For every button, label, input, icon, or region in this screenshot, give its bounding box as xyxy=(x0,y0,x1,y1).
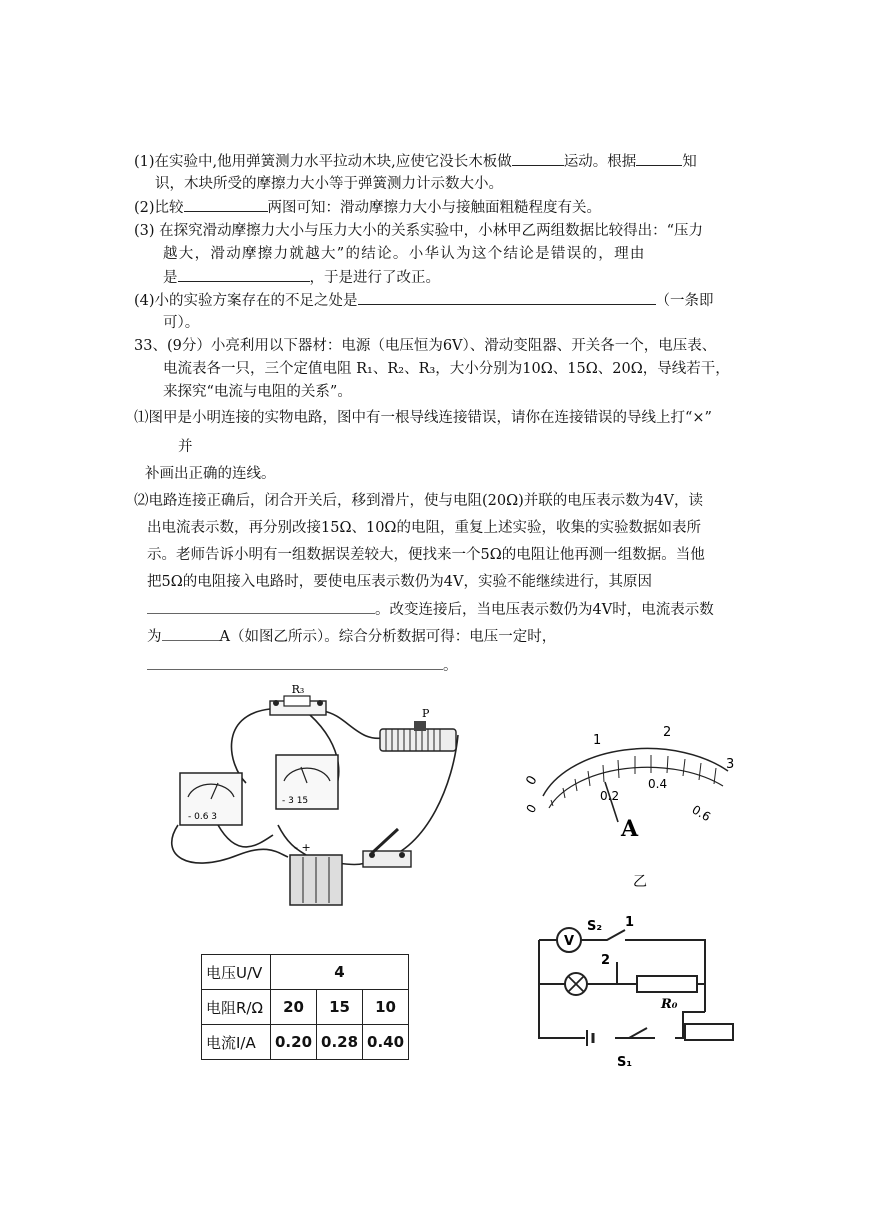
scale-bottom-3: 0.6 xyxy=(689,802,714,825)
q33-line-3: 来探究“电流与电阻的关系”。 xyxy=(163,384,352,400)
scale-top-1: 1 xyxy=(593,733,602,748)
figure-caption: 乙 xyxy=(633,874,647,890)
scale-bottom-0: 0 xyxy=(523,801,540,816)
q3-line-2: 越大，滑动摩擦力就越大”的结论。小华认为这个结论是错误的，理由 xyxy=(163,246,646,262)
q33-1-line-3: 补画出正确的连线。 xyxy=(145,466,276,482)
wire xyxy=(231,709,270,783)
q33-line: 33、(9分）小亮利用以下器材：电源（电压恒为6V）、滑动变阻器、开关各一个，电压表、 xyxy=(134,338,717,354)
q1-line: (1)在实验中,他用弹簧测力水平拉动木块,应使它没长木板做 运动。根据 知 xyxy=(134,150,697,173)
wire xyxy=(172,825,288,863)
scale-top-2: 2 xyxy=(663,725,672,740)
table-row xyxy=(202,1025,409,1060)
q33-2-line-5: 。改变连接后，当电压表示数仍为4V时，电流表示数 xyxy=(147,598,714,621)
table-header-voltage: 电压U/V xyxy=(202,955,271,990)
switch-s1 xyxy=(629,1028,647,1038)
q33-1-line: ⑴图甲是小明连接的实物电路，图中有一根导线连接错误，请你在连接错误的导线上打“×” xyxy=(134,410,712,426)
answer-blank-2[interactable] xyxy=(636,150,682,166)
q4-line-2: 可）。 xyxy=(163,315,200,331)
q33-2-line: ⑵电路连接正确后，闭合开关后，移到滑片，使与电阻(20Ω)并联的电压表示数为4V，读 xyxy=(134,493,703,509)
q33-2-line-3: 示。老师告诉小明有一组数据误差较大，便找来一个5Ω的电阻让他再测一组数据。当他 xyxy=(147,547,705,563)
voltmeter xyxy=(276,755,338,809)
figure-jia-circuit xyxy=(158,685,478,920)
table-header-resistance: 电阻R/Ω xyxy=(202,990,271,1025)
answer-blank-7[interactable] xyxy=(162,625,220,641)
slider-p-label: P xyxy=(422,707,430,720)
pos1-label: 1 xyxy=(625,915,635,930)
r0-label: R₀ xyxy=(661,997,678,1012)
wire xyxy=(383,735,458,860)
rheostat xyxy=(380,707,456,751)
q33-2-line-7: 。 xyxy=(147,654,458,677)
switch xyxy=(363,829,411,867)
table-header-current: 电流I/A xyxy=(202,1025,271,1060)
ammeter-terminals: - 0.6 3 xyxy=(188,812,218,822)
table-cell: 0.28 xyxy=(317,1025,363,1060)
figure-yi-ammeter-dial xyxy=(523,716,748,891)
scale-ticks xyxy=(551,755,716,806)
battery-sign: - + xyxy=(294,841,311,854)
table-cell: 0.40 xyxy=(363,1025,409,1060)
answer-blank-3[interactable] xyxy=(184,196,268,212)
wire xyxy=(218,825,273,847)
scale-top-3: 3 xyxy=(726,757,735,772)
s2-label: S₂ xyxy=(587,919,603,934)
scale-bottom-1: 0.2 xyxy=(600,789,620,803)
q33-2-line-4: 把5Ω的电阻接入电路时，要使电压表示数仍为4V，实验不能继续进行，其原因 xyxy=(147,574,652,590)
table-cell: 10 xyxy=(363,990,409,1025)
q3-line-3: 是 ，于是进行了改正。 xyxy=(163,266,440,289)
r3-label: R₃ xyxy=(291,685,305,696)
scale-top-0: 0 xyxy=(523,773,541,788)
answer-blank-4[interactable] xyxy=(178,266,310,282)
pos2-label: 2 xyxy=(601,953,611,968)
table-cell: 0.20 xyxy=(271,1025,317,1060)
scale-bottom-2: 0.4 xyxy=(648,777,668,791)
table-cell-voltage: 4 xyxy=(271,955,409,990)
table-row xyxy=(202,990,409,1025)
rheostat-symbol xyxy=(685,1024,733,1040)
wire xyxy=(323,711,388,738)
q2-line: (2)比较 两图可知：滑动摩擦力大小与接触面粗糙程度有关。 xyxy=(134,196,601,219)
q3-line: (3) 在探究滑动摩擦力大小与压力大小的关系实验中，小林甲乙两组数据比较得出：“压力 xyxy=(134,223,704,239)
q1-line-2: 识，木块所受的摩擦力大小等于弹簧测力计示数大小。 xyxy=(155,176,503,192)
q33-2-line-6: 为 A（如图乙所示）。综合分析数据可得：电压一定时， xyxy=(147,625,556,648)
battery xyxy=(290,841,342,905)
q33-line-2: 电流表各一只，三个定值电阻 R₁、R₂、R₃，大小分别为10Ω、15Ω、20Ω，导线若干， xyxy=(163,361,730,377)
resistor-r0 xyxy=(637,976,697,992)
voltmeter-terminals: - 3 15 xyxy=(282,796,309,806)
answer-blank-5[interactable] xyxy=(358,289,656,305)
circuit-schematic xyxy=(525,912,750,1070)
table-cell: 20 xyxy=(271,990,317,1025)
q4-line: (4)小的实验方案存在的不足之处是 （一条即 xyxy=(134,289,714,312)
voltmeter-label: V xyxy=(563,934,575,949)
q33-2-line-2: 出电流表示数，再分别改接15Ω、10Ω的电阻，重复上述实验，收集的实验数据如表所 xyxy=(147,520,701,536)
answer-blank-1[interactable] xyxy=(512,150,564,166)
unit-label: A xyxy=(621,816,639,842)
ammeter xyxy=(180,773,242,825)
answer-blank-8[interactable] xyxy=(147,654,443,670)
table-cell: 15 xyxy=(317,990,363,1025)
q33-1-line-2: 并 xyxy=(178,439,193,455)
data-table xyxy=(201,954,409,1060)
resistor-r3 xyxy=(270,685,326,715)
table-row xyxy=(202,955,409,990)
answer-blank-6[interactable] xyxy=(147,598,375,614)
s1-label: S₁ xyxy=(617,1055,633,1070)
